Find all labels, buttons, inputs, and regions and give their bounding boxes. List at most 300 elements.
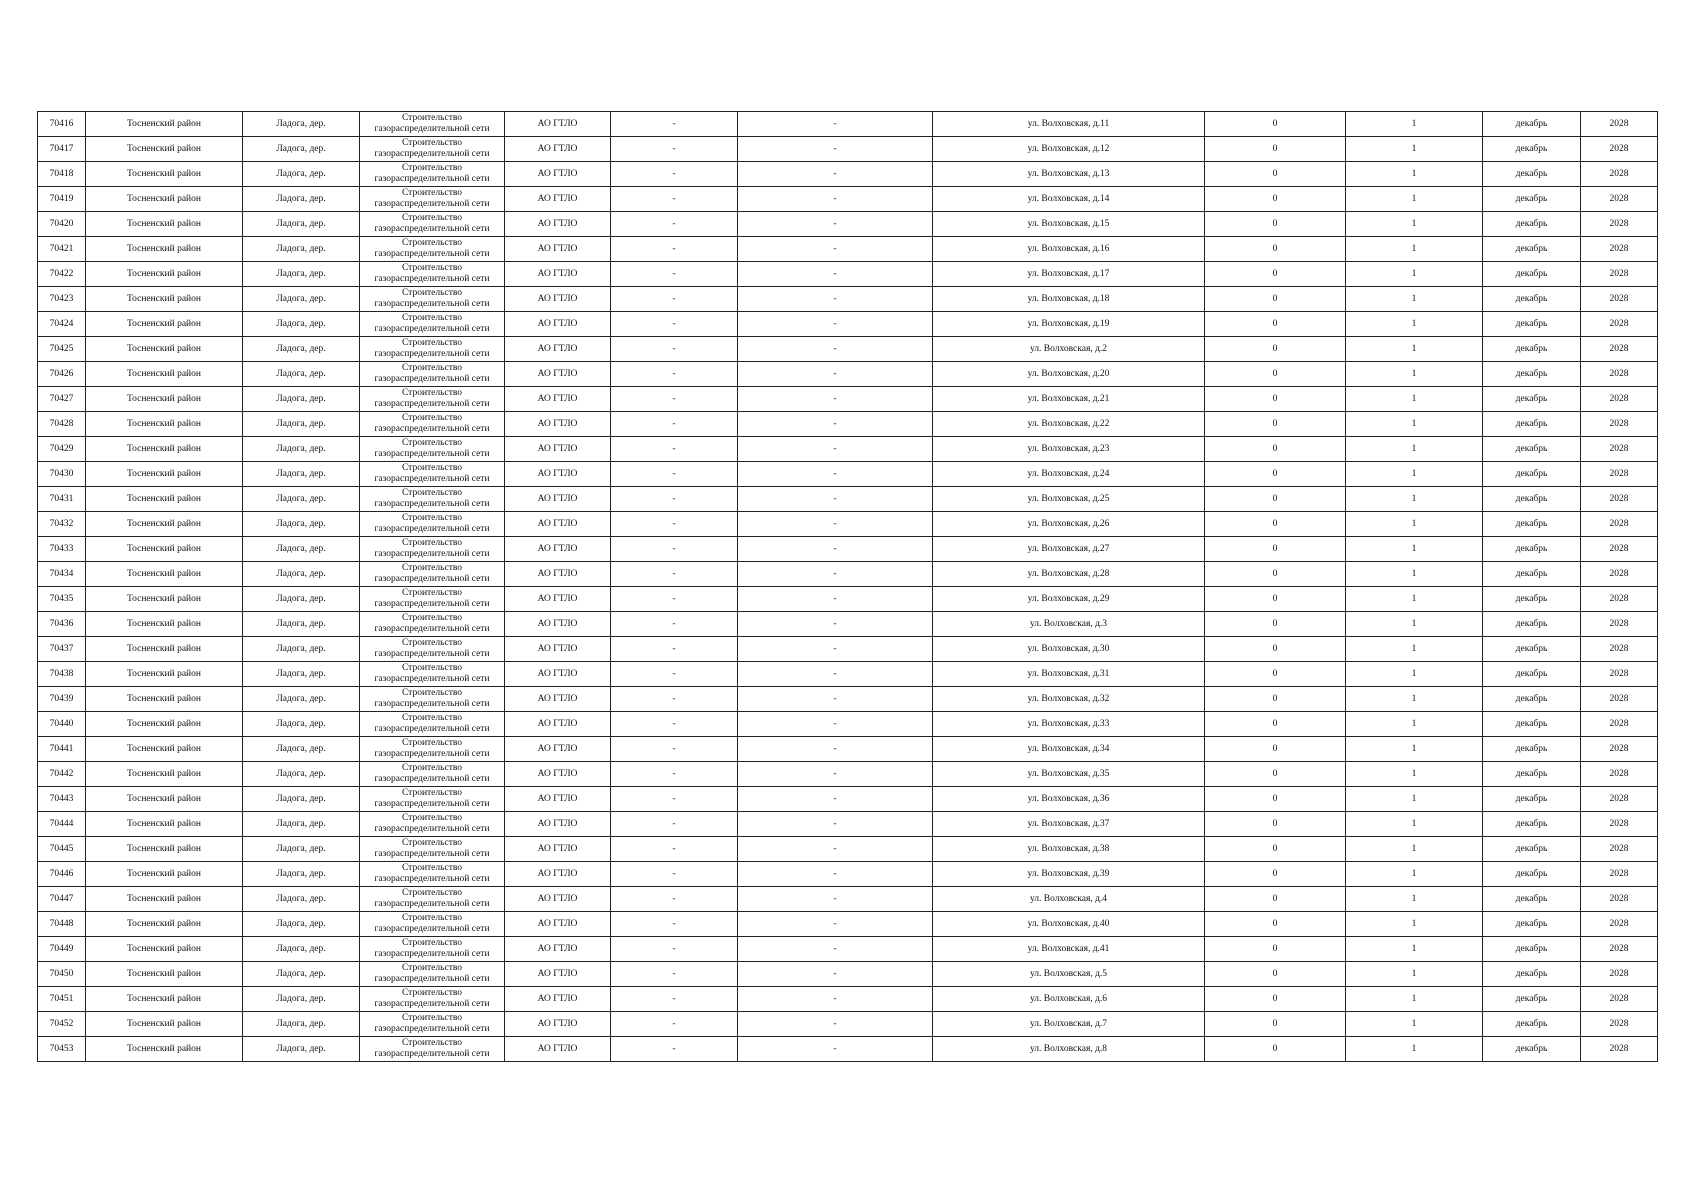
work-type-line-1: Строительство xyxy=(401,338,463,348)
organization-cell: АО ГТЛО xyxy=(505,587,611,612)
work-type-line-2: газораспределительной сети xyxy=(374,199,490,209)
district-cell: Тосненский район xyxy=(86,1012,243,1037)
address-cell: ул. Волховская, д.31 xyxy=(933,662,1205,687)
month-cell: декабрь xyxy=(1483,812,1581,837)
row-id-cell: 70422 xyxy=(38,262,86,287)
year-cell: 2028 xyxy=(1581,987,1658,1012)
work-type-cell xyxy=(360,962,505,987)
table-row xyxy=(38,562,1658,587)
organization-cell: АО ГТЛО xyxy=(505,337,611,362)
district-cell: Тосненский район xyxy=(86,462,243,487)
table-row xyxy=(38,212,1658,237)
column-7-cell: - xyxy=(738,937,933,962)
work-type-line-2: газораспределительной сети xyxy=(374,824,490,834)
address-cell: ул. Волховская, д.4 xyxy=(933,887,1205,912)
column-6-cell: - xyxy=(611,862,738,887)
address-cell: ул. Волховская, д.29 xyxy=(933,587,1205,612)
year-cell: 2028 xyxy=(1581,237,1658,262)
month-cell: декабрь xyxy=(1483,737,1581,762)
address-cell: ул. Волховская, д.30 xyxy=(933,637,1205,662)
month-cell: декабрь xyxy=(1483,987,1581,1012)
column-6-cell: - xyxy=(611,287,738,312)
column-10-cell: 1 xyxy=(1346,312,1483,337)
address-cell: ул. Волховская, д.8 xyxy=(933,1037,1205,1062)
column-6-cell: - xyxy=(611,237,738,262)
year-cell: 2028 xyxy=(1581,287,1658,312)
district-cell: Тосненский район xyxy=(86,1037,243,1062)
table-row xyxy=(38,287,1658,312)
address-cell: ул. Волховская, д.5 xyxy=(933,962,1205,987)
address-cell: ул. Волховская, д.2 xyxy=(933,337,1205,362)
row-id-cell: 70443 xyxy=(38,787,86,812)
column-10-cell: 1 xyxy=(1346,612,1483,637)
work-type-cell xyxy=(360,812,505,837)
month-cell: декабрь xyxy=(1483,862,1581,887)
column-6-cell: - xyxy=(611,962,738,987)
row-id-cell: 70423 xyxy=(38,287,86,312)
column-9-cell: 0 xyxy=(1205,137,1346,162)
work-type-line-2: газораспределительной сети xyxy=(374,674,490,684)
column-9-cell: 0 xyxy=(1205,712,1346,737)
column-10-cell: 1 xyxy=(1346,412,1483,437)
locality-cell: Ладога, дер. xyxy=(243,862,360,887)
work-type-cell xyxy=(360,287,505,312)
locality-cell: Ладога, дер. xyxy=(243,462,360,487)
district-cell: Тосненский район xyxy=(86,162,243,187)
address-cell: ул. Волховская, д.20 xyxy=(933,362,1205,387)
work-type-line-2: газораспределительной сети xyxy=(374,599,490,609)
work-type-cell xyxy=(360,837,505,862)
work-type-line-1: Строительство xyxy=(401,238,463,248)
work-type-line-1: Строительство xyxy=(401,838,463,848)
work-type-line-1: Строительство xyxy=(401,563,463,573)
column-9-cell: 0 xyxy=(1205,1037,1346,1062)
column-7-cell: - xyxy=(738,987,933,1012)
month-cell: декабрь xyxy=(1483,462,1581,487)
locality-cell: Ладога, дер. xyxy=(243,537,360,562)
column-6-cell: - xyxy=(611,412,738,437)
year-cell: 2028 xyxy=(1581,337,1658,362)
year-cell: 2028 xyxy=(1581,812,1658,837)
column-9-cell: 0 xyxy=(1205,837,1346,862)
column-6-cell: - xyxy=(611,112,738,137)
locality-cell: Ладога, дер. xyxy=(243,837,360,862)
column-6-cell: - xyxy=(611,212,738,237)
column-7-cell: - xyxy=(738,387,933,412)
year-cell: 2028 xyxy=(1581,1012,1658,1037)
column-9-cell: 0 xyxy=(1205,987,1346,1012)
table-row xyxy=(38,862,1658,887)
row-id-cell: 70432 xyxy=(38,512,86,537)
address-cell: ул. Волховская, д.27 xyxy=(933,537,1205,562)
locality-cell: Ладога, дер. xyxy=(243,687,360,712)
work-type-line-1: Строительство xyxy=(401,1038,463,1048)
row-id-cell: 70445 xyxy=(38,837,86,862)
column-9-cell: 0 xyxy=(1205,862,1346,887)
column-9-cell: 0 xyxy=(1205,887,1346,912)
district-cell: Тосненский район xyxy=(86,887,243,912)
table-row xyxy=(38,537,1658,562)
column-10-cell: 1 xyxy=(1346,437,1483,462)
year-cell: 2028 xyxy=(1581,212,1658,237)
row-id-cell: 70417 xyxy=(38,137,86,162)
organization-cell: АО ГТЛО xyxy=(505,937,611,962)
work-type-line-2: газораспределительной сети xyxy=(374,874,490,884)
district-cell: Тосненский район xyxy=(86,262,243,287)
locality-cell: Ладога, дер. xyxy=(243,962,360,987)
column-7-cell: - xyxy=(738,337,933,362)
work-type-line-2: газораспределительной сети xyxy=(374,299,490,309)
organization-cell: АО ГТЛО xyxy=(505,187,611,212)
locality-cell: Ладога, дер. xyxy=(243,437,360,462)
work-type-cell xyxy=(360,612,505,637)
year-cell: 2028 xyxy=(1581,112,1658,137)
work-type-cell xyxy=(360,712,505,737)
column-6-cell: - xyxy=(611,337,738,362)
month-cell: декабрь xyxy=(1483,362,1581,387)
column-10-cell: 1 xyxy=(1346,912,1483,937)
organization-cell: АО ГТЛО xyxy=(505,162,611,187)
locality-cell: Ладога, дер. xyxy=(243,612,360,637)
work-type-line-1: Строительство xyxy=(401,1013,463,1023)
table-row xyxy=(38,387,1658,412)
district-cell: Тосненский район xyxy=(86,287,243,312)
column-9-cell: 0 xyxy=(1205,487,1346,512)
month-cell: декабрь xyxy=(1483,337,1581,362)
address-cell: ул. Волховская, д.32 xyxy=(933,687,1205,712)
column-9-cell: 0 xyxy=(1205,362,1346,387)
work-type-line-1: Строительство xyxy=(401,263,463,273)
organization-cell: АО ГТЛО xyxy=(505,137,611,162)
work-type-line-2: газораспределительной сети xyxy=(374,924,490,934)
column-7-cell: - xyxy=(738,912,933,937)
column-7-cell: - xyxy=(738,562,933,587)
row-id-cell: 70434 xyxy=(38,562,86,587)
year-cell: 2028 xyxy=(1581,862,1658,887)
district-cell: Тосненский район xyxy=(86,987,243,1012)
table-row xyxy=(38,337,1658,362)
work-type-line-1: Строительство xyxy=(401,538,463,548)
year-cell: 2028 xyxy=(1581,387,1658,412)
work-type-line-2: газораспределительной сети xyxy=(374,249,490,259)
work-type-cell xyxy=(360,187,505,212)
column-6-cell: - xyxy=(611,562,738,587)
work-type-line-2: газораспределительной сети xyxy=(374,724,490,734)
year-cell: 2028 xyxy=(1581,687,1658,712)
month-cell: декабрь xyxy=(1483,437,1581,462)
locality-cell: Ладога, дер. xyxy=(243,387,360,412)
row-id-cell: 70428 xyxy=(38,412,86,437)
table-row xyxy=(38,262,1658,287)
month-cell: декабрь xyxy=(1483,762,1581,787)
organization-cell: АО ГТЛО xyxy=(505,412,611,437)
work-type-cell xyxy=(360,787,505,812)
locality-cell: Ладога, дер. xyxy=(243,512,360,537)
column-9-cell: 0 xyxy=(1205,587,1346,612)
work-type-cell xyxy=(360,237,505,262)
table-row xyxy=(38,187,1658,212)
column-6-cell: - xyxy=(611,162,738,187)
work-type-line-2: газораспределительной сети xyxy=(374,849,490,859)
district-cell: Тосненский район xyxy=(86,212,243,237)
month-cell: декабрь xyxy=(1483,137,1581,162)
work-type-line-2: газораспределительной сети xyxy=(374,699,490,709)
work-type-cell xyxy=(360,512,505,537)
work-type-cell xyxy=(360,262,505,287)
year-cell: 2028 xyxy=(1581,462,1658,487)
year-cell: 2028 xyxy=(1581,162,1658,187)
organization-cell: АО ГТЛО xyxy=(505,112,611,137)
work-type-cell xyxy=(360,487,505,512)
address-cell: ул. Волховская, д.11 xyxy=(933,112,1205,137)
organization-cell: АО ГТЛО xyxy=(505,362,611,387)
organization-cell: АО ГТЛО xyxy=(505,887,611,912)
table-body xyxy=(38,112,1658,1062)
column-10-cell: 1 xyxy=(1346,962,1483,987)
column-7-cell: - xyxy=(738,487,933,512)
district-cell: Тосненский район xyxy=(86,637,243,662)
column-7-cell: - xyxy=(738,812,933,837)
column-9-cell: 0 xyxy=(1205,437,1346,462)
work-type-line-1: Строительство xyxy=(401,788,463,798)
address-cell: ул. Волховская, д.21 xyxy=(933,387,1205,412)
work-type-line-1: Строительство xyxy=(401,638,463,648)
column-6-cell: - xyxy=(611,512,738,537)
year-cell: 2028 xyxy=(1581,887,1658,912)
district-cell: Тосненский район xyxy=(86,537,243,562)
address-cell: ул. Волховская, д.40 xyxy=(933,912,1205,937)
column-7-cell: - xyxy=(738,1037,933,1062)
work-type-cell xyxy=(360,587,505,612)
locality-cell: Ладога, дер. xyxy=(243,312,360,337)
column-10-cell: 1 xyxy=(1346,1037,1483,1062)
year-cell: 2028 xyxy=(1581,912,1658,937)
organization-cell: АО ГТЛО xyxy=(505,1012,611,1037)
month-cell: декабрь xyxy=(1483,962,1581,987)
district-cell: Тосненский район xyxy=(86,862,243,887)
column-6-cell: - xyxy=(611,137,738,162)
organization-cell: АО ГТЛО xyxy=(505,562,611,587)
column-6-cell: - xyxy=(611,937,738,962)
row-id-cell: 70452 xyxy=(38,1012,86,1037)
work-type-line-2: газораспределительной сети xyxy=(374,149,490,159)
column-9-cell: 0 xyxy=(1205,762,1346,787)
column-7-cell: - xyxy=(738,112,933,137)
work-type-line-1: Строительство xyxy=(401,163,463,173)
table-row xyxy=(38,787,1658,812)
work-type-line-1: Строительство xyxy=(401,963,463,973)
column-9-cell: 0 xyxy=(1205,287,1346,312)
month-cell: декабрь xyxy=(1483,1012,1581,1037)
address-cell: ул. Волховская, д.17 xyxy=(933,262,1205,287)
work-type-line-1: Строительство xyxy=(401,863,463,873)
row-id-cell: 70419 xyxy=(38,187,86,212)
table-row xyxy=(38,762,1658,787)
organization-cell: АО ГТЛО xyxy=(505,712,611,737)
work-type-line-2: газораспределительной сети xyxy=(374,374,490,384)
address-cell: ул. Волховская, д.7 xyxy=(933,1012,1205,1037)
month-cell: декабрь xyxy=(1483,312,1581,337)
column-6-cell: - xyxy=(611,362,738,387)
year-cell: 2028 xyxy=(1581,637,1658,662)
work-type-line-2: газораспределительной сети xyxy=(374,574,490,584)
district-cell: Тосненский район xyxy=(86,512,243,537)
locality-cell: Ладога, дер. xyxy=(243,1037,360,1062)
locality-cell: Ладога, дер. xyxy=(243,737,360,762)
table-row xyxy=(38,237,1658,262)
district-cell: Тосненский район xyxy=(86,662,243,687)
work-type-line-1: Строительство xyxy=(401,438,463,448)
work-type-line-1: Строительство xyxy=(401,813,463,823)
year-cell: 2028 xyxy=(1581,312,1658,337)
address-cell: ул. Волховская, д.14 xyxy=(933,187,1205,212)
row-id-cell: 70418 xyxy=(38,162,86,187)
year-cell: 2028 xyxy=(1581,362,1658,387)
column-10-cell: 1 xyxy=(1346,187,1483,212)
address-cell: ул. Волховская, д.35 xyxy=(933,762,1205,787)
row-id-cell: 70435 xyxy=(38,587,86,612)
district-cell: Тосненский район xyxy=(86,912,243,937)
district-cell: Тосненский район xyxy=(86,712,243,737)
organization-cell: АО ГТЛО xyxy=(505,687,611,712)
work-type-line-2: газораспределительной сети xyxy=(374,449,490,459)
year-cell: 2028 xyxy=(1581,512,1658,537)
locality-cell: Ладога, дер. xyxy=(243,712,360,737)
organization-cell: АО ГТЛО xyxy=(505,462,611,487)
column-10-cell: 1 xyxy=(1346,562,1483,587)
table-row xyxy=(38,362,1658,387)
month-cell: декабрь xyxy=(1483,537,1581,562)
table-row xyxy=(38,437,1658,462)
address-cell: ул. Волховская, д.39 xyxy=(933,862,1205,887)
column-6-cell: - xyxy=(611,637,738,662)
address-cell: ул. Волховская, д.23 xyxy=(933,437,1205,462)
organization-cell: АО ГТЛО xyxy=(505,537,611,562)
locality-cell: Ладога, дер. xyxy=(243,987,360,1012)
row-id-cell: 70431 xyxy=(38,487,86,512)
district-cell: Тосненский район xyxy=(86,387,243,412)
work-type-cell xyxy=(360,362,505,387)
column-6-cell: - xyxy=(611,187,738,212)
row-id-cell: 70438 xyxy=(38,662,86,687)
work-type-line-2: газораспределительной сети xyxy=(374,1024,490,1034)
table-row xyxy=(38,412,1658,437)
column-10-cell: 1 xyxy=(1346,712,1483,737)
column-6-cell: - xyxy=(611,687,738,712)
column-10-cell: 1 xyxy=(1346,137,1483,162)
work-type-cell xyxy=(360,137,505,162)
column-10-cell: 1 xyxy=(1346,737,1483,762)
table-row xyxy=(38,462,1658,487)
locality-cell: Ладога, дер. xyxy=(243,587,360,612)
address-cell: ул. Волховская, д.6 xyxy=(933,987,1205,1012)
column-6-cell: - xyxy=(611,612,738,637)
row-id-cell: 70421 xyxy=(38,237,86,262)
address-cell: ул. Волховская, д.28 xyxy=(933,562,1205,587)
year-cell: 2028 xyxy=(1581,787,1658,812)
district-cell: Тосненский район xyxy=(86,187,243,212)
column-6-cell: - xyxy=(611,712,738,737)
work-type-cell xyxy=(360,887,505,912)
table-row xyxy=(38,637,1658,662)
column-9-cell: 0 xyxy=(1205,462,1346,487)
month-cell: декабрь xyxy=(1483,612,1581,637)
locality-cell: Ладога, дер. xyxy=(243,562,360,587)
locality-cell: Ладога, дер. xyxy=(243,662,360,687)
district-cell: Тосненский район xyxy=(86,112,243,137)
column-9-cell: 0 xyxy=(1205,212,1346,237)
organization-cell: АО ГТЛО xyxy=(505,387,611,412)
month-cell: декабрь xyxy=(1483,237,1581,262)
year-cell: 2028 xyxy=(1581,262,1658,287)
month-cell: декабрь xyxy=(1483,187,1581,212)
column-7-cell: - xyxy=(738,312,933,337)
column-7-cell: - xyxy=(738,537,933,562)
work-type-line-2: газораспределительной сети xyxy=(374,974,490,984)
work-type-line-2: газораспределительной сети xyxy=(374,899,490,909)
row-id-cell: 70444 xyxy=(38,812,86,837)
locality-cell: Ладога, дер. xyxy=(243,137,360,162)
organization-cell: АО ГТЛО xyxy=(505,262,611,287)
address-cell: ул. Волховская, д.16 xyxy=(933,237,1205,262)
row-id-cell: 70429 xyxy=(38,437,86,462)
column-10-cell: 1 xyxy=(1346,937,1483,962)
column-9-cell: 0 xyxy=(1205,262,1346,287)
district-cell: Тосненский район xyxy=(86,787,243,812)
organization-cell: АО ГТЛО xyxy=(505,1037,611,1062)
district-cell: Тосненский район xyxy=(86,412,243,437)
work-type-line-1: Строительство xyxy=(401,588,463,598)
address-cell: ул. Волховская, д.38 xyxy=(933,837,1205,862)
year-cell: 2028 xyxy=(1581,562,1658,587)
locality-cell: Ладога, дер. xyxy=(243,212,360,237)
column-9-cell: 0 xyxy=(1205,687,1346,712)
column-9-cell: 0 xyxy=(1205,662,1346,687)
work-type-cell xyxy=(360,562,505,587)
work-type-line-2: газораспределительной сети xyxy=(374,324,490,334)
table-row xyxy=(38,912,1658,937)
row-id-cell: 70448 xyxy=(38,912,86,937)
column-9-cell: 0 xyxy=(1205,787,1346,812)
column-9-cell: 0 xyxy=(1205,337,1346,362)
locality-cell: Ладога, дер. xyxy=(243,362,360,387)
column-10-cell: 1 xyxy=(1346,837,1483,862)
address-cell: ул. Волховская, д.15 xyxy=(933,212,1205,237)
year-cell: 2028 xyxy=(1581,737,1658,762)
address-cell: ул. Волховская, д.41 xyxy=(933,937,1205,962)
address-cell: ул. Волховская, д.18 xyxy=(933,287,1205,312)
column-7-cell: - xyxy=(738,237,933,262)
column-10-cell: 1 xyxy=(1346,487,1483,512)
organization-cell: АО ГТЛО xyxy=(505,812,611,837)
work-type-line-2: газораспределительной сети xyxy=(374,999,490,1009)
work-type-line-2: газораспределительной сети xyxy=(374,749,490,759)
work-type-line-2: газораспределительной сети xyxy=(374,1049,490,1059)
column-6-cell: - xyxy=(611,387,738,412)
gas-network-table xyxy=(37,111,1658,1062)
column-7-cell: - xyxy=(738,512,933,537)
work-type-line-1: Строительство xyxy=(401,313,463,323)
table-row xyxy=(38,987,1658,1012)
organization-cell: АО ГТЛО xyxy=(505,862,611,887)
month-cell: декабрь xyxy=(1483,837,1581,862)
district-cell: Тосненский район xyxy=(86,812,243,837)
column-10-cell: 1 xyxy=(1346,287,1483,312)
month-cell: декабрь xyxy=(1483,512,1581,537)
column-7-cell: - xyxy=(738,862,933,887)
column-9-cell: 0 xyxy=(1205,962,1346,987)
table-row xyxy=(38,812,1658,837)
